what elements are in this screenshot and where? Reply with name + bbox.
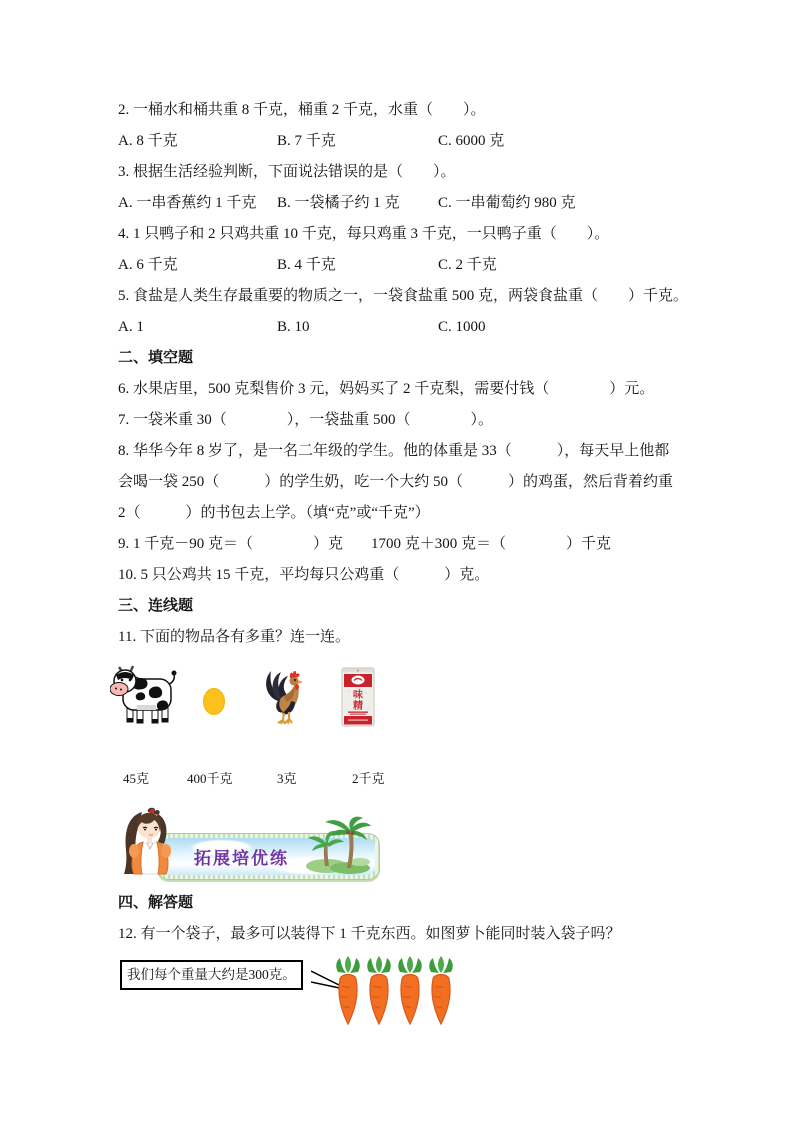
section-heading-match: 三、连线题 — [118, 598, 194, 614]
option-3b: B. 一袋橘子约 1 克 — [277, 195, 400, 211]
question-9 — [118, 529, 675, 560]
carrot-icon — [426, 956, 456, 1026]
match-label-3g: 3克 — [277, 771, 297, 786]
carrot-icon — [395, 956, 425, 1026]
question-2: 2. 一桶水和桶共重 8 千克，桶重 2 千克，水重（ ）。 — [118, 102, 486, 118]
banner-title: 拓展培优练 — [194, 849, 289, 868]
option-4c: C. 2 千克 — [438, 257, 497, 273]
match-label-2kg: 2千克 — [352, 771, 385, 786]
msg-packet-char-1: 味 — [353, 690, 363, 701]
option-2b: B. 7 千克 — [277, 133, 336, 149]
question-10: 10. 5 只公鸡共 15 千克，平均每只公鸡重（ ）克。 — [118, 567, 490, 583]
msg-packet-image — [341, 663, 375, 728]
question-5-options — [118, 312, 675, 343]
question-12: 12. 有一个袋子，最多可以装得下 1 千克东西。如图萝卜能同时装入袋子吗？ — [118, 926, 621, 942]
carrot-icon — [364, 956, 394, 1026]
carrot-speech-bubble: 我们每个重量大约是300克。 — [120, 960, 303, 990]
rooster-image — [262, 669, 303, 726]
match-labels-row — [118, 769, 675, 789]
expand-practice-banner — [118, 810, 675, 878]
question-6: 6. 水果店里，500 克梨售价 3 元，妈妈买了 2 千克梨，需要付钱（ ）元。 — [118, 381, 655, 397]
option-3c: C. 一串葡萄约 980 克 — [438, 195, 576, 211]
question-5: 5. 食盐是人类生存最重要的物质之一，一袋食盐重 500 克，两袋食盐重（ ）千克。 — [118, 288, 689, 304]
question-4-options — [118, 250, 675, 281]
option-4b: B. 4 千克 — [277, 257, 336, 273]
section-heading-solve: 四、解答题 — [118, 895, 194, 911]
question-8: 8. 华华今年 8 岁了，是一名二年级的学生。他的体重是 33（ ），每天早上他都会喝一袋 250（ ）的学生奶，吃一个大约 50（ ）的鸡蛋，然后背着约重 2（ ）的书包去上学。（填“克”或“千克”） — [118, 443, 674, 521]
question-7: 7. 一袋米重 30（ ），一袋盐重 500（ ）。 — [118, 412, 494, 428]
option-5b: B. 10 — [277, 319, 310, 335]
egg-yolk-image — [203, 688, 225, 715]
question-4: 4. 1 只鸭子和 2 只鸡共重 10 千克，每只鸡重 3 千克，一只鸭子重（ ）。 — [118, 226, 610, 242]
question-3: 3. 根据生活经验判断，下面说法错误的是（ ）。 — [118, 164, 456, 180]
option-5a: A. 1 — [118, 319, 144, 335]
match-images-row — [118, 663, 675, 729]
msg-packet-char-2: 精 — [353, 701, 363, 712]
question-12-figure — [118, 956, 675, 1034]
question-3-options — [118, 188, 675, 219]
match-label-45g: 45克 — [123, 771, 150, 786]
option-5c: C. 1000 — [438, 319, 486, 335]
option-2a: A. 8 千克 — [118, 133, 178, 149]
cow-image — [110, 665, 177, 727]
question-9-right: 1700 克＋300 克＝（ ）千克 — [371, 536, 612, 552]
question-11: 11. 下面的物品各有多重？连一连。 — [118, 629, 350, 645]
option-2c: C. 6000 克 — [438, 133, 505, 149]
match-label-400kg: 400千克 — [187, 771, 233, 786]
option-4a: A. 6 千克 — [118, 257, 178, 273]
girl-illustration — [118, 806, 180, 876]
question-2-options — [118, 126, 675, 157]
section-heading-fill: 二、填空题 — [118, 350, 194, 366]
carrot-icon — [333, 956, 363, 1026]
option-3a: A. 一串香蕉约 1 千克 — [118, 195, 257, 211]
palm-trees-illustration — [305, 816, 371, 874]
carrots-group — [333, 956, 456, 1026]
question-9-left: 9. 1 千克－90 克＝（ ）克 — [118, 536, 344, 552]
